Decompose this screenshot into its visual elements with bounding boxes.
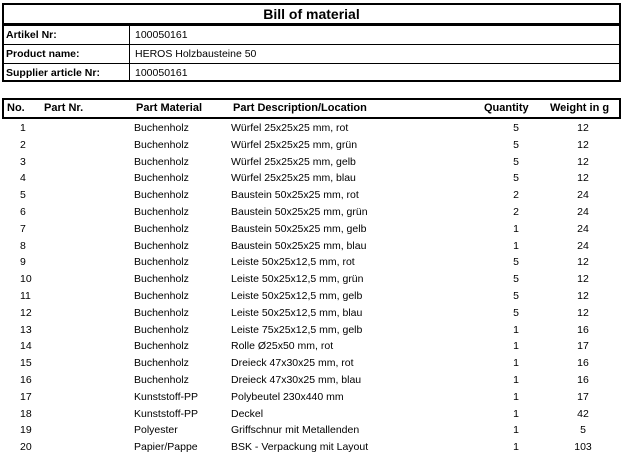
cell-description: Leiste 50x25x12,5 mm, gelb [231, 289, 363, 302]
cell-material: Kunststoff-PP [134, 390, 199, 403]
cell-weight: 16 [577, 373, 589, 386]
cell-weight: 12 [577, 138, 589, 151]
cell-quantity: 5 [513, 172, 519, 185]
cell-weight: 12 [577, 273, 589, 286]
table-row [2, 120, 621, 137]
table-row [2, 322, 621, 339]
cell-description: Baustein 50x25x25 mm, gelb [231, 222, 367, 235]
table-row [2, 137, 621, 154]
cell-description: Dreieck 47x30x25 mm, rot [231, 357, 354, 370]
cell-weight: 12 [577, 306, 589, 319]
parts-table-header [2, 98, 621, 119]
cell-no: 4 [20, 172, 26, 185]
cell-quantity: 1 [513, 340, 519, 353]
cell-weight: 16 [577, 323, 589, 336]
table-row [2, 170, 621, 187]
cell-quantity: 5 [513, 273, 519, 286]
table-row [2, 406, 621, 423]
info-value: 100050161 [135, 29, 188, 41]
table-row [2, 439, 621, 456]
cell-description: Griffschnur mit Metallenden [231, 424, 360, 437]
info-row-supplier-article-nr [4, 64, 619, 82]
bill-title: Bill of material [2, 3, 621, 25]
cell-description: Leiste 50x25x12,5 mm, blau [231, 306, 363, 319]
cell-quantity: 5 [513, 256, 519, 269]
cell-description: Deckel [231, 407, 264, 420]
cell-material: Buchenholz [134, 138, 189, 151]
cell-quantity: 5 [513, 306, 519, 319]
cell-material: Buchenholz [134, 189, 189, 202]
table-row [2, 288, 621, 305]
cell-no: 9 [20, 256, 26, 269]
column-header-weight: Weight in g [550, 102, 610, 114]
cell-description: Würfel 25x25x25 mm, gelb [231, 155, 356, 168]
cell-material: Papier/Pappe [134, 441, 198, 454]
cell-no: 19 [20, 424, 32, 437]
cell-description: Baustein 50x25x25 mm, grün [231, 205, 368, 218]
table-row [2, 422, 621, 439]
info-value: 100050161 [135, 67, 188, 79]
column-header-part-nr: Part Nr. [44, 102, 84, 114]
info-value: HEROS Holzbausteine 50 [135, 48, 257, 60]
cell-quantity: 5 [513, 155, 519, 168]
cell-quantity: 1 [513, 323, 519, 336]
cell-quantity: 1 [513, 407, 519, 420]
table-row [2, 221, 621, 238]
table-row [2, 238, 621, 255]
table-row [2, 154, 621, 171]
cell-quantity: 1 [513, 222, 519, 235]
cell-quantity: 1 [513, 441, 519, 454]
table-row [2, 372, 621, 389]
cell-material: Buchenholz [134, 122, 189, 134]
cell-material: Buchenholz [134, 239, 189, 252]
table-row [2, 305, 621, 322]
cell-no: 8 [20, 239, 26, 252]
cell-no: 20 [20, 441, 32, 454]
cell-weight: 24 [577, 189, 589, 202]
cell-no: 14 [20, 340, 32, 353]
cell-no: 16 [20, 373, 32, 386]
cell-quantity: 1 [513, 373, 519, 386]
cell-description: Leiste 50x25x12,5 mm, rot [231, 256, 355, 269]
cell-description: Leiste 75x25x12,5 mm, gelb [231, 323, 363, 336]
info-label: Supplier article Nr: [6, 64, 130, 82]
cell-material: Buchenholz [134, 289, 189, 302]
cell-quantity: 1 [513, 239, 519, 252]
cell-description: Würfel 25x25x25 mm, rot [231, 122, 349, 134]
cell-material: Buchenholz [134, 222, 189, 235]
table-row [2, 204, 621, 221]
cell-weight: 24 [577, 239, 589, 252]
cell-weight: 42 [577, 407, 589, 420]
cell-no: 12 [20, 306, 32, 319]
cell-no: 5 [20, 189, 26, 202]
cell-quantity: 1 [513, 357, 519, 370]
cell-quantity: 5 [513, 138, 519, 151]
cell-material: Buchenholz [134, 155, 189, 168]
cell-description: Baustein 50x25x25 mm, rot [231, 189, 359, 202]
cell-no: 17 [20, 390, 32, 403]
cell-material: Kunststoff-PP [134, 407, 199, 420]
cell-weight: 24 [577, 205, 589, 218]
cell-description: Rolle Ø25x50 mm, rot [231, 340, 334, 353]
cell-no: 10 [20, 273, 32, 286]
cell-no: 2 [20, 138, 26, 151]
cell-weight: 12 [577, 256, 589, 269]
cell-material: Buchenholz [134, 172, 189, 185]
cell-weight: 12 [577, 289, 589, 302]
cell-material: Buchenholz [134, 340, 189, 353]
cell-no: 11 [20, 289, 31, 302]
cell-description: Polybeutel 230x440 mm [231, 390, 344, 403]
cell-no: 7 [20, 222, 26, 235]
cell-description: Leiste 50x25x12,5 mm, grün [231, 273, 364, 286]
table-row [2, 338, 621, 355]
info-label: Artikel Nr: [6, 26, 130, 44]
cell-no: 13 [20, 323, 32, 336]
column-header-material: Part Material [136, 102, 203, 114]
cell-quantity: 5 [513, 122, 519, 134]
cell-description: Würfel 25x25x25 mm, grün [231, 138, 358, 151]
cell-material: Buchenholz [134, 373, 189, 386]
cell-description: BSK - Verpackung mit Layout [231, 441, 369, 454]
cell-quantity: 2 [513, 205, 519, 218]
cell-material: Polyester [134, 424, 178, 437]
parts-table-body [2, 120, 621, 456]
column-header-quantity: Quantity [484, 102, 529, 114]
cell-weight: 5 [580, 424, 586, 437]
cell-quantity: 5 [513, 289, 519, 302]
info-label: Product name: [6, 45, 130, 63]
table-row [2, 271, 621, 288]
cell-weight: 16 [577, 357, 589, 370]
table-row [2, 389, 621, 406]
cell-weight: 12 [577, 172, 589, 185]
cell-quantity: 2 [513, 189, 519, 202]
cell-quantity: 1 [513, 390, 519, 403]
cell-weight: 103 [574, 441, 592, 454]
cell-description: Würfel 25x25x25 mm, blau [231, 172, 356, 185]
cell-material: Buchenholz [134, 273, 189, 286]
column-header-description: Part Description/Location [233, 102, 367, 114]
cell-weight: 17 [577, 340, 589, 353]
article-info-table [2, 25, 621, 82]
cell-description: Baustein 50x25x25 mm, blau [231, 239, 367, 252]
cell-material: Buchenholz [134, 256, 189, 269]
cell-no: 3 [20, 155, 26, 168]
column-header-no: No. [7, 102, 25, 114]
table-row [2, 187, 621, 204]
cell-weight: 17 [577, 390, 589, 403]
cell-material: Buchenholz [134, 205, 189, 218]
cell-weight: 24 [577, 222, 589, 235]
info-row-article-nr [4, 26, 619, 45]
info-row-product-name [4, 45, 619, 64]
table-row [2, 254, 621, 271]
cell-material: Buchenholz [134, 323, 189, 336]
cell-no: 15 [20, 357, 32, 370]
cell-material: Buchenholz [134, 306, 189, 319]
cell-no: 6 [20, 205, 26, 218]
cell-quantity: 1 [513, 424, 519, 437]
cell-material: Buchenholz [134, 357, 189, 370]
cell-weight: 12 [577, 155, 589, 168]
cell-weight: 12 [577, 122, 589, 134]
cell-description: Dreieck 47x30x25 mm, blau [231, 373, 362, 386]
cell-no: 1 [20, 122, 26, 134]
cell-no: 18 [20, 407, 32, 420]
table-row [2, 355, 621, 372]
